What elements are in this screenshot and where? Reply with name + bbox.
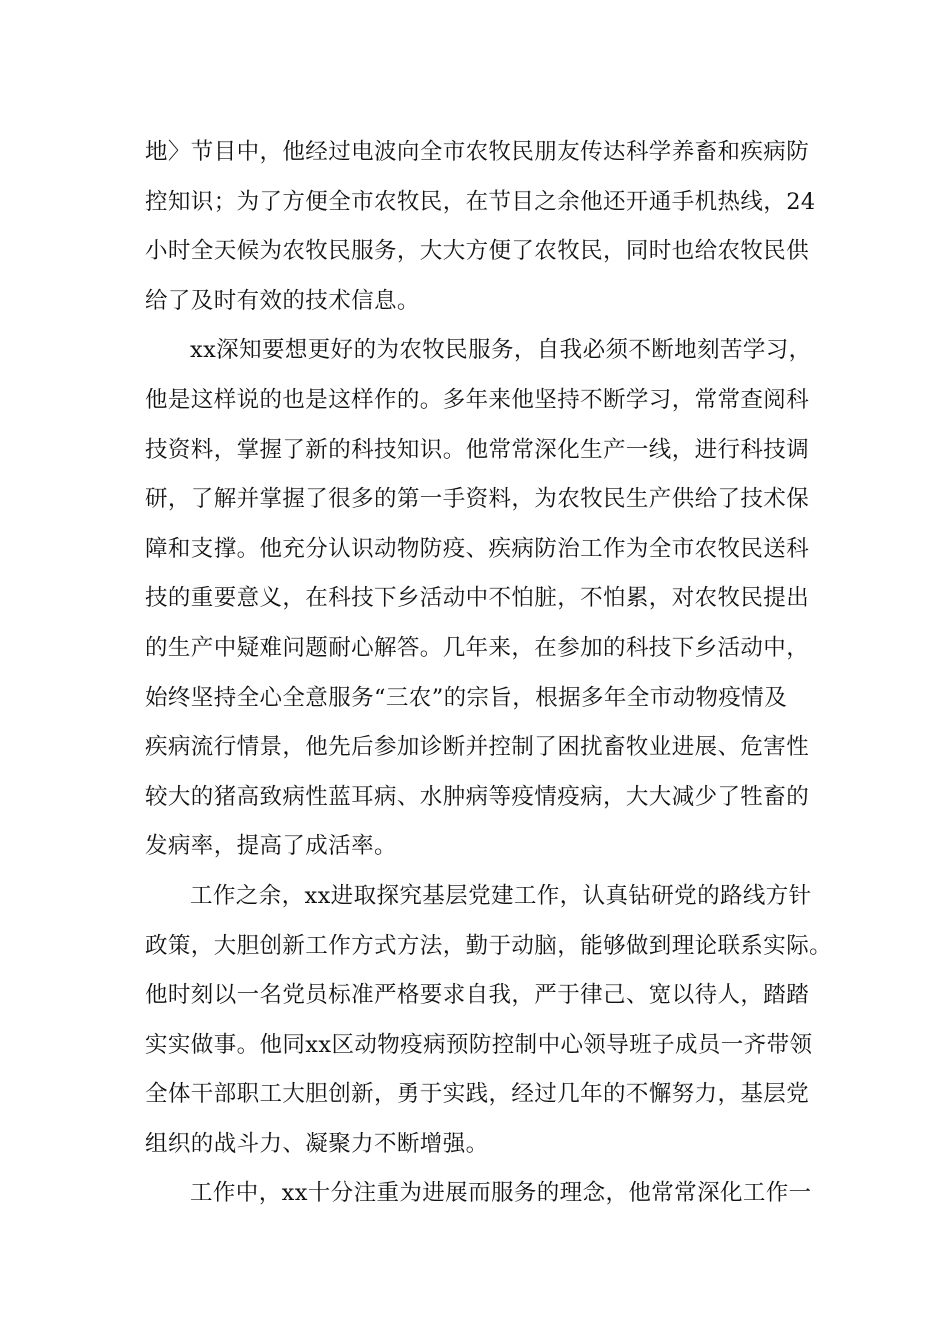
text-line: 障和支撑。他充分认识动物防疫、疾病防治工作为全市农牧民送科 [145,535,810,562]
text-line: 他时刻以一名党员标准严格要求自我，严于律己、宽以待人，踏踏 [145,982,810,1009]
document-body [145,128,833,1219]
text-line: 的生产中疑难问题耐心解答。几年来，在参加的科技下乡活动中， [145,634,810,661]
text-line: 全体干部职工大胆创新，勇于实践，经过几年的不懈努力，基层党 [145,1081,810,1108]
text-line: 给了及时有效的技术信息。 [145,287,420,314]
text-line: 工作之余，xx进取探究基层党建工作，认真钻研党的路线方针 [190,882,812,909]
text-line: 技资料，掌握了新的科技知识。他常常深化生产一线，进行科技调 [145,436,810,463]
paragraph [145,872,833,1170]
text-line: 疾病流行情景，他先后参加诊断并控制了困扰畜牧业进展、危害性 [145,734,810,761]
paragraph [145,1169,825,1219]
text-line: 技的重要意义，在科技下乡活动中不怕脏，不怕累，对农牧民提出 [145,585,810,612]
paragraph [145,128,825,326]
text-line: 组织的战斗力、凝聚力不断增强。 [145,1130,489,1157]
text-line: 工作中，xx十分注重为进展而服务的理念，他常常深化工作一 [190,1180,812,1207]
paragraph [145,326,825,872]
text-line: 实实做事。他同xx区动物疫病预防控制中心领导班子成员一齐带领 [145,1031,813,1058]
text-line: 研，了解并掌握了很多的第一手资料，为农牧民生产供给了技术保 [145,486,810,513]
text-line: 小时全天候为农牧民服务，大大方便了农牧民，同时也给农牧民供 [145,238,810,265]
text-line: 较大的猪高致病性蓝耳病、水肿病等疫情疫病，大大减少了牲畜的 [145,783,810,810]
text-line: 他是这样说的也是这样作的。多年来他坚持不断学习，常常查阅科 [145,386,810,413]
text-line: 地〉节目中，他经过电波向全市农牧民朋友传达科学养畜和疾病防 [145,139,810,165]
text-line: 发病率，提高了成活率。 [145,833,397,860]
text-line: 政策，大胆创新工作方式方法，勤于动脑，能够做到理论联系实际。 [145,932,833,959]
text-line: 始终坚持全心全意服务“三农”的宗旨，根据多年全市动物疫情及 [145,684,788,711]
text-line: 控知识；为了方便全市农牧民，在节目之余他还开通手机热线，24 [145,188,816,215]
text-line: xx深知要想更好的为农牧民服务，自我必须不断地刻苦学习， [190,337,812,364]
